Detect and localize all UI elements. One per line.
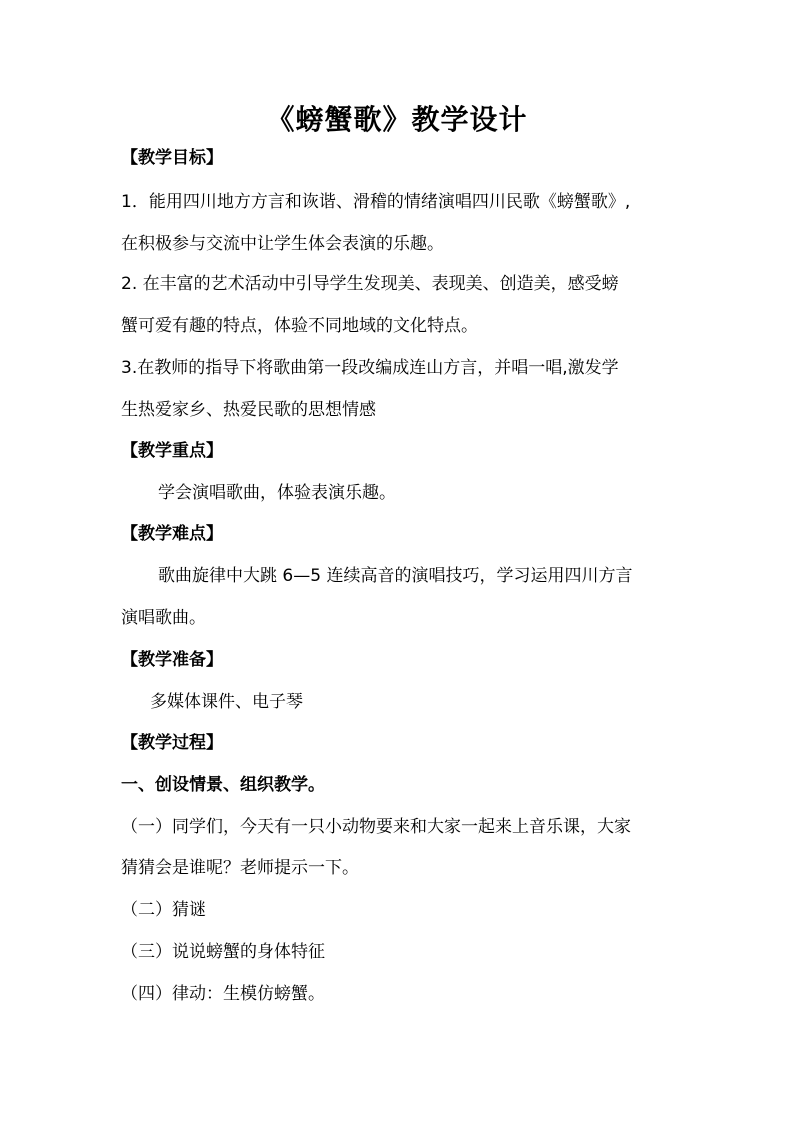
objective-3-line-2: 生热爱家乡、热爱民歌的思想情感 [121,400,376,420]
process-item-2: （二）猜谜 [121,900,206,920]
objective-1-line-2: 在积极参与交流中让学生体会表演的乐趣。 [121,234,444,254]
process-item-1-line-2: 猜猜会是谁呢？老师提示一下。 [121,858,359,878]
objective-1-line-1: 1．能用四川地方方言和诙谐、滑稽的情绪演唱四川民歌《螃蟹歌》, [121,192,631,212]
objective-2-line-2: 蟹可爱有趣的特点，体验不同地域的文化特点。 [121,316,478,336]
objective-2-line-1: 2. 在丰富的艺术活动中引导学生发现美、表现美、创造美，感受螃 [121,274,619,294]
process-step-1-heading: 一、创设情景、组织教学。 [121,775,325,795]
process-item-1-line-1: （一）同学们，今天有一只小动物要来和大家一起来上音乐课，大家 [121,817,631,837]
document-title: 《螃蟹歌》教学设计 [266,103,528,136]
process-heading: 【教学过程】 [121,733,223,753]
process-item-4: （四）律动：生模仿螃蟹。 [121,984,325,1004]
objectives-heading: 【教学目标】 [121,148,223,168]
key-points-heading: 【教学重点】 [121,441,223,461]
key-points-text: 学会演唱歌曲，体验表演乐趣。 [158,483,396,503]
difficulties-heading: 【教学难点】 [121,524,223,544]
preparation-heading: 【教学准备】 [121,650,223,670]
objective-3-line-1: 3.在教师的指导下将歌曲第一段改编成连山方言，并唱一唱,激发学 [121,358,619,378]
difficulties-line-1: 歌曲旋律中大跳 6—5 连续高音的演唱技巧，学习运用四川方言 [158,566,633,586]
process-item-3: （三）说说螃蟹的身体特征 [121,942,325,962]
preparation-text: 多媒体课件、电子琴 [150,692,303,712]
difficulties-line-2: 演唱歌曲。 [121,608,206,628]
